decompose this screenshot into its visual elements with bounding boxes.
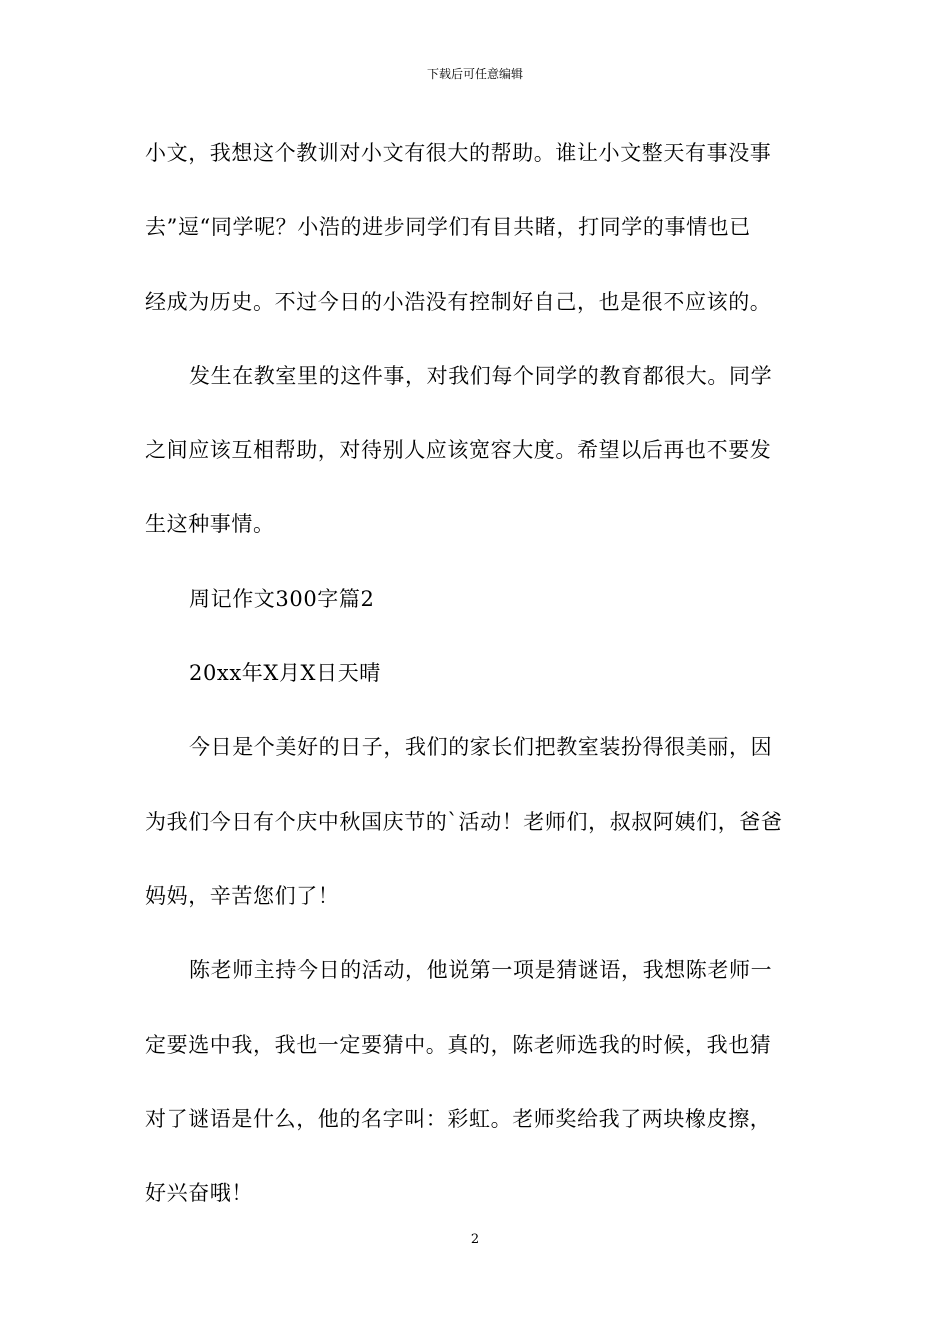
paragraph-line: 经成为历史。不过今日的小浩没有控制好自己，也是很不应该的。 <box>145 289 772 314</box>
paragraph-line: 定要选中我，我也一定要猜中。真的，陈老师选我的时候，我也猜 <box>145 1032 772 1057</box>
page-number: 2 <box>470 1232 480 1247</box>
paragraph-line: 小文，我想这个教训对小文有很大的帮助。谁让小文整天有事没事 <box>145 141 772 165</box>
paragraph-line: 之间应该互相帮助，对待别人应该宽容大度。希望以后再也不要发 <box>145 438 772 463</box>
paragraph-line: 陈老师主持今日的活动，他说第一项是猜谜语，我想陈老师一 <box>189 958 773 983</box>
paragraph-line: 对了谜语是什么，他的名字叫：彩虹。老师奖给我了两块橡皮擦， <box>145 1106 772 1131</box>
paragraph-line: 生这种事情。 <box>145 512 275 537</box>
section-heading: 周记作文300字篇2 <box>189 586 375 611</box>
paragraph-line: 去”逗“同学呢？小浩的进步同学们有目共睹，打同学的事情也已 <box>145 215 751 240</box>
document-body <box>145 128 810 1242</box>
paragraph-line: 发生在教室里的这件事，对我们每个同学的教育都很大。同学 <box>189 363 773 388</box>
page-header: 下载后可任意编辑 <box>426 67 523 81</box>
diary-date-line: 20xx年X月X日天晴 <box>189 661 381 686</box>
paragraph-line: 妈妈，辛苦您们了！ <box>145 883 340 908</box>
paragraph-line: 好兴奋哦！ <box>145 1181 253 1206</box>
paragraph-line: 为我们今日有个庆中秋国庆节的`活动！老师们，叔叔阿姨们，爸爸 <box>145 809 783 834</box>
paragraph-line: 今日是个美好的日子，我们的家长们把教室装扮得很美丽，因 <box>189 735 773 760</box>
